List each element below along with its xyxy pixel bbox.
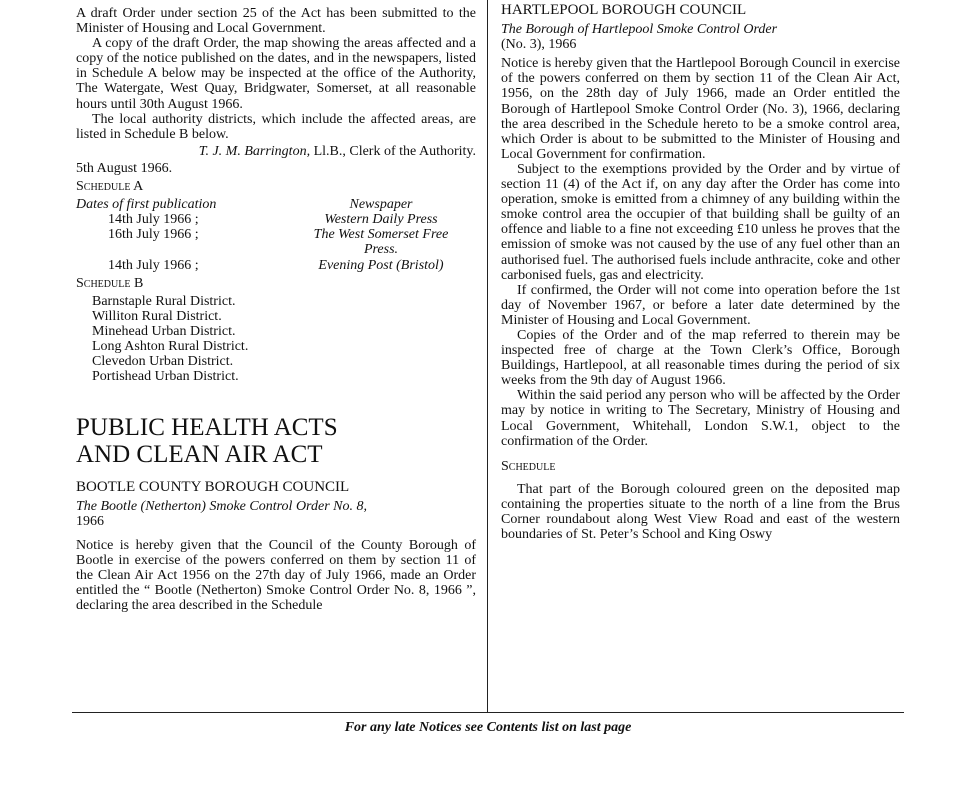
signature-line xyxy=(76,144,476,159)
footer-rule xyxy=(72,712,904,713)
left-para-2: A copy of the draft Order, the map showing the areas affected and a copy of the notice published on the dates, and in the newspapers, listed in Schedule A below may be inspected at the office of the Authority, The Watergate, West Quay, Bridgwater, Somerset, at all reasonable hours until 30th August 1966. xyxy=(76,36,476,112)
schedule-a-table xyxy=(76,197,476,272)
row-paper: The West Somerset Free xyxy=(313,227,449,243)
heading-line-2: AND CLEAN AIR ACT xyxy=(76,441,323,469)
hartlepool-council-title: HARTLEPOOL BOROUGH COUNCIL xyxy=(501,2,747,18)
list-item: Long Ashton Rural District. xyxy=(92,338,249,354)
bootle-council-title: BOOTLE COUNTY BOROUGH COUNCIL xyxy=(76,479,350,496)
district-list xyxy=(76,294,476,385)
signer-name: T. J. M. Barrington, xyxy=(198,143,311,159)
schedule-heading: Schedule xyxy=(501,458,556,474)
right-para-5: Within the said period any person who will be affected by the Order may by notice in writing to The Secretary, Ministry of Housing and Local Government, Whitehall, London S.W.1, object to the confirmation of the Order. xyxy=(501,388,900,449)
list-item: Williton Rural District. xyxy=(92,308,222,324)
signer-title: Ll.B., Clerk of the Authority. xyxy=(310,143,476,159)
left-para-3: The local authority districts, which include the affected areas, are listed in Schedule B below. xyxy=(76,111,476,142)
bootle-order-year: 1966 xyxy=(76,514,104,530)
col-header-newspaper: Newspaper xyxy=(349,197,413,213)
notice-date: 5th August 1966. xyxy=(76,160,173,176)
col-header-dates: Dates of first publication xyxy=(76,197,217,213)
hartlepool-order-title: The Borough of Hartlepool Smoke Control Order xyxy=(501,22,778,38)
footer-note: For any late Notices see Contents list on last page xyxy=(344,720,632,735)
row-date xyxy=(76,242,286,257)
bootle-order-title: The Bootle (Netherton) Smoke Control Order No. 8, xyxy=(76,499,367,515)
schedule-a-heading: Schedule A xyxy=(76,179,144,195)
hartlepool-order-sub: (No. 3), 1966 xyxy=(501,37,577,53)
list-item: Minehead Urban District. xyxy=(92,323,236,339)
row-paper: Evening Post (Bristol) xyxy=(318,257,444,273)
row-paper: Western Daily Press xyxy=(324,212,438,228)
right-para-6: That part of the Borough coloured green on the deposited map containing the properties situate to the north of a line from the Brus Corner roundabout along West View Road and east of the western boundaries of St. Peter’s School and King Oswy xyxy=(501,481,900,543)
right-para-3: If confirmed, the Order will not come into operation before the 1st day of November 1967, or before a later date determined by the Minister of Housing and Local Government. xyxy=(501,282,900,328)
right-column xyxy=(501,3,900,542)
right-para-4: Copies of the Order and of the map referred to therein may be inspected free of charge at the Town Clerk’s Office, Borough Buildings, Hartlepool, at all reasonable times during the period of six weeks from the 9th day of August 1966. xyxy=(501,327,900,389)
left-para-1: A draft Order under section 25 of the Act has been submitted to the Minister of Housing and Local Government. xyxy=(76,6,476,37)
heading-line-1: PUBLIC HEALTH ACTS xyxy=(76,414,338,442)
row-date: 16th July 1966 ; xyxy=(108,227,199,243)
row-date: 14th July 1966 ; xyxy=(108,212,199,228)
right-para-1: Notice is hereby given that the Hartlepool Borough Council in exercise of the powers conferred on them by section 11 of the Clean Air Act, 1956, on the 28th day of July 1966, made an Order entitled the Borough of Hartlepool Smoke Control Order (No. 3), 1966, declaring the area described in the Schedule hereto to be a smoke control area, which Order is about to be submitted to the Minister of Housing and Local Government for confirmation. xyxy=(501,56,900,162)
bootle-notice: Notice is hereby given that the Council of the County Borough of Bootle in exercise of the powers conferred on them by section 11 of the Clean Air Act 1956 on the 27th day of July 1966, made an Order entitled the “ Bootle (Netherton) Smoke Control Order No. 8, 1966 ”, declaring the area described in the Schedule xyxy=(76,537,476,613)
section-heading xyxy=(76,414,476,468)
list-item: Clevedon Urban District. xyxy=(92,354,234,370)
left-column xyxy=(76,6,476,613)
row-paper: Press. xyxy=(363,242,399,258)
row-date: 14th July 1966 ; xyxy=(108,257,199,273)
list-item: Barnstaple Rural District. xyxy=(92,293,236,309)
right-para-2: Subject to the exemptions provided by the Order and by virtue of section 11 (4) of the Act if, on any day after the Order has come into operation, smoke is emitted from a chimney of any building within the smoke control area the occupier of that building shall be guilty of an offence and liable to a fine not exceeding £10 unless he proves that the emission of smoke was not caused by the use of any fuel other than an authorised fuel. The authorised fuels include anthracite, coke and other carbonised fuels, gas and electricity. xyxy=(501,161,900,283)
schedule-b-heading: Schedule B xyxy=(76,275,144,291)
column-divider xyxy=(487,0,488,712)
list-item: Portishead Urban District. xyxy=(92,369,239,385)
